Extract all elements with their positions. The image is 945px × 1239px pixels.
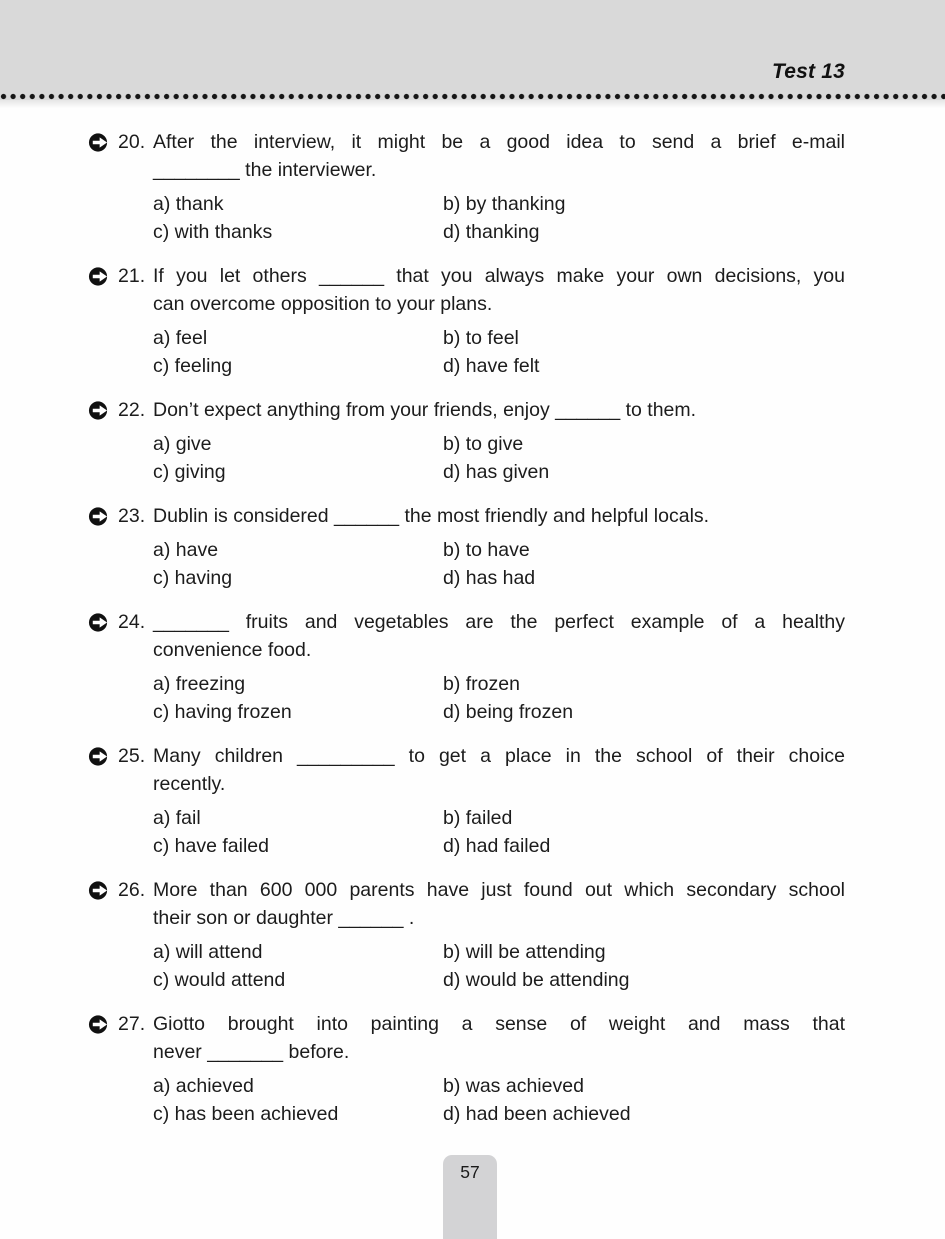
- question-line: If you let others ______ that you always make your own decisions, you: [153, 265, 845, 287]
- question-line: convenience food.: [153, 639, 312, 661]
- option-d: d) had been achieved: [443, 1103, 631, 1125]
- dotted-separator: [0, 93, 945, 100]
- option-b: b) to feel: [443, 327, 519, 349]
- options-grid: [153, 938, 845, 994]
- circular-arrow-icon: [88, 742, 118, 860]
- question-line: can overcome opposition to your plans.: [153, 293, 493, 315]
- option-a: a) feel: [153, 327, 208, 349]
- option-c: c) feeling: [153, 355, 233, 377]
- option-a: a) thank: [153, 193, 224, 215]
- page-number: 57: [460, 1162, 480, 1182]
- question-line: _______ fruits and vegetables are the perfect example of a healthy: [153, 611, 845, 633]
- option-b: b) to give: [443, 433, 524, 455]
- option-c: c) would attend: [153, 969, 286, 991]
- question-number: 26.: [118, 879, 146, 901]
- option-c: c) have failed: [153, 835, 269, 857]
- circular-arrow-icon: [88, 1010, 118, 1128]
- question-20: [88, 128, 845, 246]
- option-a: a) fail: [153, 807, 201, 829]
- page-number-tab: [443, 1155, 497, 1239]
- question-26: [88, 876, 845, 994]
- question-number: 27.: [118, 1013, 146, 1035]
- page-title: Test 13: [772, 60, 845, 83]
- option-a: a) achieved: [153, 1075, 254, 1097]
- circular-arrow-icon: [88, 396, 118, 486]
- options-grid: [153, 670, 845, 726]
- option-b: b) by thanking: [443, 193, 566, 215]
- options-grid: [153, 190, 845, 246]
- option-c: c) having frozen: [153, 701, 292, 723]
- question-25: [88, 742, 845, 860]
- question-23: [88, 502, 845, 592]
- option-d: d) have felt: [443, 355, 540, 377]
- question-24: [88, 608, 845, 726]
- option-b: b) frozen: [443, 673, 520, 695]
- question-line: More than 600 000 parents have just found out which secondary school: [153, 879, 845, 901]
- question-number: 24.: [118, 611, 146, 633]
- circular-arrow-icon: [88, 128, 118, 246]
- circular-arrow-icon: [88, 262, 118, 380]
- circular-arrow-icon: [88, 876, 118, 994]
- option-a: a) give: [153, 433, 212, 455]
- options-grid: [153, 1072, 845, 1128]
- option-d: d) has given: [443, 461, 550, 483]
- separator-shadow: [0, 100, 945, 108]
- questions-list: [0, 108, 945, 1128]
- options-grid: [153, 536, 845, 592]
- question-line: Many children _________ to get a place in the school of their choice: [153, 745, 845, 767]
- option-c: c) giving: [153, 461, 226, 483]
- question-line: Giotto brought into painting a sense of weight and mass that: [153, 1013, 845, 1035]
- option-b: b) was achieved: [443, 1075, 584, 1097]
- question-27: [88, 1010, 845, 1128]
- question-line: ________ the interviewer.: [153, 159, 377, 181]
- question-number: 25.: [118, 745, 146, 767]
- option-b: b) failed: [443, 807, 513, 829]
- question-line: Dublin is considered ______ the most friendly and helpful locals.: [153, 505, 710, 527]
- option-b: b) to have: [443, 539, 530, 561]
- question-line: never _______ before.: [153, 1041, 350, 1063]
- question-number: 20.: [118, 131, 146, 153]
- options-grid: [153, 430, 845, 486]
- question-number: 22.: [118, 399, 146, 421]
- option-d: d) had failed: [443, 835, 551, 857]
- option-a: a) will attend: [153, 941, 263, 963]
- option-a: a) freezing: [153, 673, 246, 695]
- options-grid: [153, 324, 845, 380]
- question-line: recently.: [153, 773, 226, 795]
- option-d: d) being frozen: [443, 701, 574, 723]
- option-b: b) will be attending: [443, 941, 606, 963]
- question-line: Don’t expect anything from your friends, enjoy ______ to them.: [153, 399, 697, 421]
- option-c: c) with thanks: [153, 221, 273, 243]
- circular-arrow-icon: [88, 502, 118, 592]
- question-21: [88, 262, 845, 380]
- option-d: d) thanking: [443, 221, 540, 243]
- header-band: [0, 0, 945, 93]
- option-c: c) having: [153, 567, 233, 589]
- question-line: their son or daughter ______ .: [153, 907, 415, 929]
- circular-arrow-icon: [88, 608, 118, 726]
- question-line: After the interview, it might be a good idea to send a brief e-mail: [153, 131, 845, 153]
- options-grid: [153, 804, 845, 860]
- option-d: d) has had: [443, 567, 536, 589]
- option-c: c) has been achieved: [153, 1103, 339, 1125]
- option-d: d) would be attending: [443, 969, 630, 991]
- question-number: 23.: [118, 505, 146, 527]
- question-number: 21.: [118, 265, 146, 287]
- question-22: [88, 396, 845, 486]
- option-a: a) have: [153, 539, 219, 561]
